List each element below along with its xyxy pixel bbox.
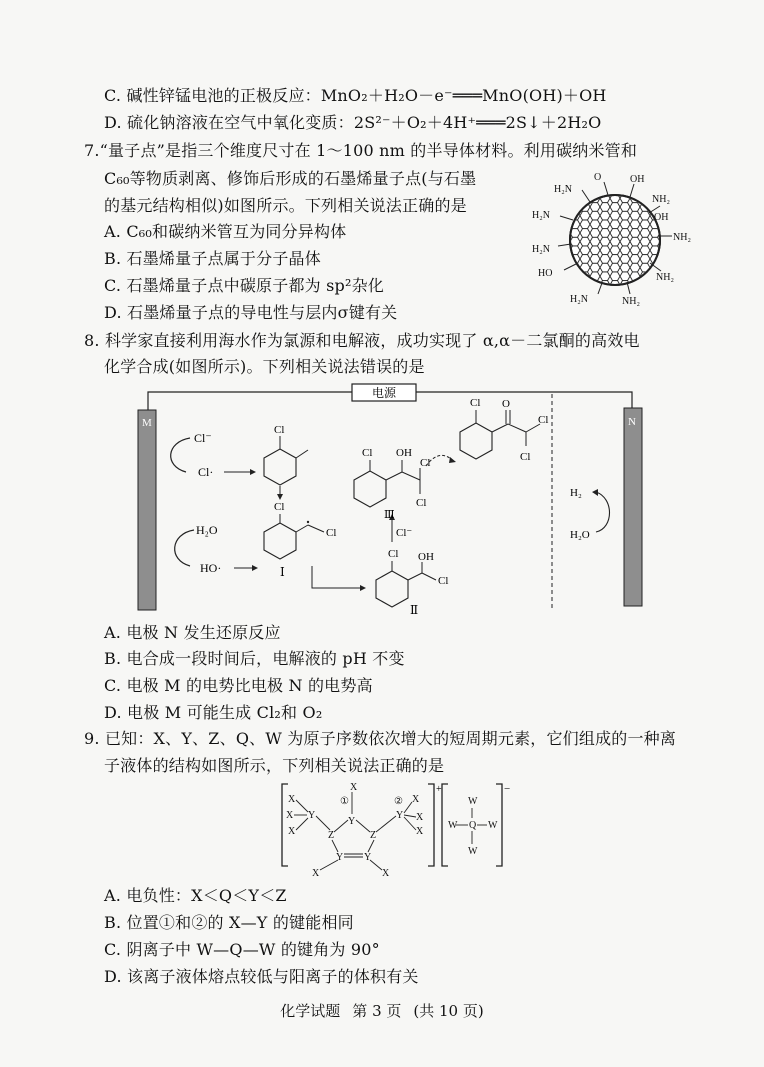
cl-atom: Cl	[538, 414, 549, 426]
oh-label: OH	[654, 212, 669, 223]
h2n-label: H₂N	[554, 184, 572, 195]
x-atom: X	[412, 794, 420, 805]
cl-minus-label: Cl⁻	[194, 431, 212, 445]
q7-option-c: C. 石墨烯量子点中碳原子都为 sp²杂化	[104, 276, 384, 295]
x-atom: X	[312, 868, 320, 879]
cl-atom: Cl	[420, 457, 431, 469]
h2o-label: H₂O	[570, 529, 590, 541]
q7-stem-line3: 的基元结构相似)如图所示。下列相关说法正确的是	[104, 196, 467, 215]
electrode-n	[624, 408, 642, 606]
w-atom: W	[468, 846, 478, 857]
intermediate-i-label: Ⅰ	[280, 565, 285, 579]
nh2-label: NH₂	[656, 272, 674, 283]
x-atom: X	[288, 794, 296, 805]
y-atom: Y	[308, 810, 316, 821]
x-atom: X	[416, 826, 424, 837]
y-atom: Y	[364, 852, 372, 863]
z-atom: Z	[370, 830, 377, 841]
nh2-label: NH₂	[673, 232, 691, 243]
cl-atom: Cl	[274, 501, 285, 513]
cl-atom: Cl	[362, 447, 373, 459]
position-1-marker: ①	[340, 796, 349, 807]
benzene-ring-iii	[354, 471, 386, 507]
w-atom: W	[448, 820, 458, 831]
nh2-label: NH₂	[622, 296, 640, 307]
x-atom: X	[416, 812, 424, 823]
cl-atom: Cl	[416, 497, 427, 509]
y-atom: Y	[348, 816, 356, 827]
y-atom: Y	[396, 810, 404, 821]
q9-option-d: D. 该离子液体熔点较低与阳离子的体积有关	[104, 967, 419, 986]
footer-page: 第 3 页	[352, 1002, 402, 1020]
q8-stem-line2: 化学合成(如图所示)。下列相关说法错误的是	[104, 357, 425, 376]
cl-atom: Cl	[326, 527, 337, 539]
q7-stem-line1: 7.“量子点”是指三个维度尺寸在 1～100 nm 的半导体材料。利用碳纳米管和	[84, 141, 638, 160]
q7-option-a: A. C₆₀和碳纳米管互为同分异构体	[104, 222, 347, 241]
z-atom: Z	[328, 830, 335, 841]
cl-radical-label: Cl·	[198, 465, 214, 479]
intermediate-ii-label: Ⅱ	[410, 603, 419, 616]
footer-total: (共 10 页)	[413, 1002, 484, 1020]
h2n-label: H₂N	[532, 210, 550, 221]
electrode-m	[138, 410, 156, 610]
ho-label: HO	[538, 268, 553, 279]
cl-atom: Cl	[520, 451, 531, 463]
q9-option-b: B. 位置①和②的 X—Y 的键能相同	[104, 913, 354, 932]
electrode-n-label: N	[628, 416, 636, 428]
q8-option-c: C. 电极 M 的电势比电极 N 的电势高	[104, 676, 373, 695]
q9-stem-line2: 子液体的结构如图所示，下列相关说法正确的是	[104, 756, 445, 775]
q9-stem-line1: 9. 已知：X、Y、Z、Q、W 为原子序数依次增大的短周期元素，它们组成的一种离	[84, 729, 677, 748]
x-atom: X	[382, 868, 390, 879]
cl-atom: Cl	[470, 397, 481, 409]
w-atom: W	[488, 820, 498, 831]
o-label: O	[594, 172, 602, 183]
h2n-label: H₂N	[532, 244, 550, 255]
cl-minus-label: Cl⁻	[396, 527, 413, 539]
cation-charge: +	[436, 784, 442, 795]
q7-option-d: D. 石墨烯量子点的导电性与层内σ键有关	[104, 303, 398, 322]
benzene-ring-ii	[376, 571, 408, 607]
q7-option-b: B. 石墨烯量子点属于分子晶体	[104, 249, 321, 268]
q8-option-d: D. 电极 M 可能生成 Cl₂和 O₂	[104, 703, 323, 722]
q8-option-a: A. 电极 N 发生还原反应	[104, 623, 281, 642]
ionic-liquid-structure	[276, 780, 516, 880]
q8-option-b: B. 电合成一段时间后，电解液的 pH 不变	[104, 649, 405, 668]
cl-atom: Cl	[438, 575, 449, 587]
h2n-label: H₂N	[570, 294, 588, 305]
q-atom: Q	[469, 820, 477, 831]
benzene-ring-i	[264, 523, 296, 559]
electrode-m-label: M	[142, 417, 152, 429]
x-atom: X	[286, 810, 294, 821]
cl-atom: Cl	[274, 424, 285, 436]
q9-option-a: A. 电负性：X＜Q＜Y＜Z	[104, 886, 287, 905]
graphene-quantum-dot-figure	[530, 168, 700, 308]
footer-subject: 化学试题	[280, 1002, 341, 1020]
cl-atom: Cl	[388, 548, 399, 560]
electrolysis-diagram	[130, 380, 650, 616]
oh-label: OH	[630, 174, 645, 185]
oh-group: OH	[418, 551, 434, 563]
power-label: 电源	[371, 386, 397, 400]
anion-charge: −	[504, 783, 511, 795]
nh2-label: NH₂	[652, 194, 670, 205]
benzene-ring-product	[460, 423, 492, 459]
q6-option-c: C. 碱性锌锰电池的正极反应：MnO₂＋H₂O－e⁻═══MnO(OH)＋OH	[104, 86, 607, 105]
h2-label: H₂	[570, 487, 582, 499]
q6-option-d: D. 硫化钠溶液在空气中氧化变质：2S²⁻＋O₂＋4H⁺═══2S↓＋2H₂O	[104, 113, 602, 132]
q7-stem-line2: C₆₀等物质剥离、修饰后形成的石墨烯量子点(与石墨	[104, 169, 477, 188]
page-footer	[0, 1000, 764, 1021]
oh-group: OH	[396, 447, 412, 459]
o-atom: O	[502, 398, 510, 410]
intermediate-iii-label: Ⅲ	[384, 509, 395, 521]
ho-radical-label: HO·	[200, 561, 222, 575]
h2o-label: H₂O	[196, 523, 218, 537]
y-atom: Y	[336, 852, 344, 863]
x-atom: X	[288, 826, 296, 837]
x-atom: X	[350, 782, 358, 793]
position-2-marker: ②	[394, 796, 403, 807]
w-atom: W	[468, 796, 478, 807]
q8-stem-line1: 8. 科学家直接利用海水作为氯源和电解液，成功实现了 α,α－二氯酮的高效电	[84, 331, 640, 350]
benzene-ring-reactant	[264, 449, 296, 485]
q9-option-c: C. 阴离子中 W—Q—W 的键角为 90°	[104, 940, 380, 959]
